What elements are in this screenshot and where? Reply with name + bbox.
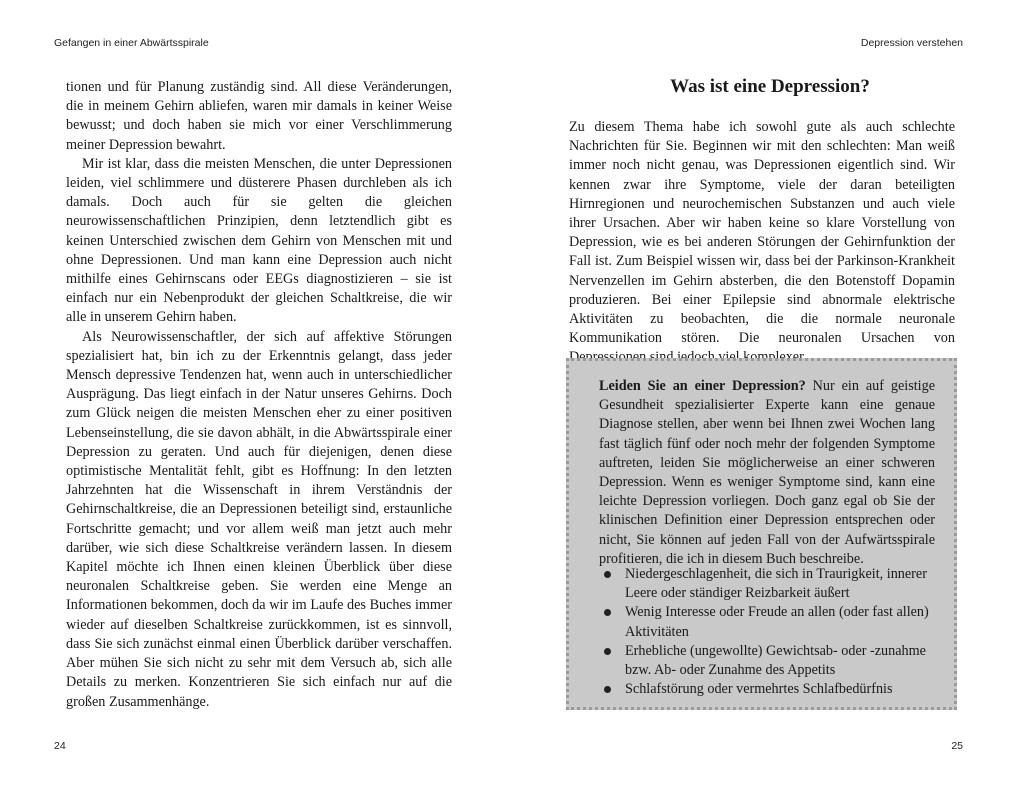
page-number-right: 25: [951, 740, 963, 752]
running-head-left: Gefangen in einer Abwärtsspirale: [54, 37, 209, 49]
list-item-text: Erhebliche (ungewollte) Gewichtsab- oder -zunahme bzw. Ab- oder Zunahme des Appetits: [625, 642, 926, 679]
symptom-list: [599, 565, 939, 699]
bullet-icon: [604, 609, 611, 616]
section-title: Was ist eine Depression?: [670, 76, 870, 97]
paragraph: tionen und für Planung zuständig sind. All diese Veränderungen, die in meinem Gehirn abliefen, waren mir damals in keiner Weise bewusst; und doch haben sie mich vor einer Verschlimmerung meiner Depression bewahrt.: [66, 79, 452, 153]
list-item-text: Niedergeschlagenheit, die sich in Traurigkeit, innerer Leere oder ständiger Reizbarkeit äußert: [625, 566, 927, 602]
running-head-right: Depression verstehen: [860, 37, 963, 49]
info-box-body: Nur ein auf geistige Gesundheit spezialisierter Experte kann eine genaue Diagnose stellen, aber wenn bei Ihnen zwei Wochen lang fast täglich fünf oder noch mehr der folgenden Symptome auftreten, leiden Sie möglicherweise an einer schweren Depression. Wenn es weniger Symptome sind, kann eine leichte Depression vorliegen. Doch ganz egal ob Sie der klinischen Definition einer Depression entsprechen oder nicht, Sie können auf jeden Fall von der Aufwärtsspirale profitieren, die ich in diesem Buch beschreibe.: [599, 378, 935, 567]
list-item: [599, 680, 939, 699]
bullet-icon: [604, 686, 611, 693]
right-page: [510, 0, 1020, 793]
list-item-text: Wenig Interesse oder Freude an allen (oder fast allen) Aktivitäten: [625, 604, 929, 640]
paragraph: Zu diesem Thema habe ich sowohl gute als auch schlechte Nachrichten für Sie. Beginnen wir mit den schlechten: Man weiß immer noch nicht genau, was Depressionen eigentlich sind. Wir kennen zwar ihre Symptome, viele der daran beteiligten Hirnregionen und neurochemischen Substanzen und auch viele ihrer Ursachen. Aber wir haben keine so klare Vorstellung von Depression, wie es bei anderen Störungen der Gehirnfunktion der Fall ist. Zum Beispiel wissen wir, dass bei der Parkinson-Krankheit Nervenzellen im Gehirn absterben, die den Botenstoff Dopamin produzieren. Bei einer Epilepsie sind abnormale elektrische Aktivitäten zu beobachten, die die normale neuronale Kommunikation stören. Die neuronalen Ursachen von: [569, 119, 955, 347]
list-item: [599, 642, 939, 680]
page-number-left: 24: [54, 740, 66, 752]
info-box-lead: Leiden Sie an einer Depression?: [599, 378, 806, 394]
info-box-text: [599, 377, 935, 569]
list-item: [599, 565, 939, 603]
paragraph: Mir ist klar, dass die meisten Menschen, die unter Depressionen leiden, viel schlimmere und düsterere Phasen durchleben als ich damals. Doch auch für sie gelten die gleichen neurowissenschaftlichen Prinzipien, denn letztendlich gibt es keinen Unterschied zwischen dem Gehirn von Menschen mit und ohne Depressionen. Und man kann eine Depression auch nicht mithilfe eines Gehirnscans oder EEGs diagnostizieren – sie ist einfach nur ein Nebenprodukt der gleichen Schaltkreise, die wir alle in unserem Gehirn haben.: [66, 155, 452, 326]
left-body-text: [66, 78, 452, 712]
list-item: [599, 603, 939, 641]
bullet-icon: [604, 648, 611, 655]
list-item-text: Schlafstörung oder vermehrtes Schlafbedürfnis: [625, 681, 893, 698]
bullet-icon: [604, 571, 611, 578]
info-box: [566, 358, 957, 710]
intro-text: [569, 118, 955, 368]
paragraph: Als Neurowissenschaftler, der sich auf affektive Störungen spezialisiert hat, bin ich zu der Erkenntnis gelangt, dass jeder Mensch depressive Tendenzen hat, wenn auch in unterschiedlicher Ausprägung. Das liegt einfach in der Natur unseres Gehirns. Doch zum Glück neigen die meisten Menschen eher zu einer positiven Lebenseinstellung, die sie davon abhält, in die Abwärtsspirale einer Depression zu geraten. Und auch für diejenigen, denen diese optimistische Mentalität fehlt, gibt es Hoffnung: In den letzten Jahrzehnten hat die Wissenschaft in ihrem Verständnis der Gehirnschaltkreise, die an Depressionen beteiligt sind, erstaunliche Fortschritte gemacht; und vor allem weiß man jetzt auch mehr darüber, wie sich diese Schaltkreise verändern lassen. In diesem Kapitel möchte ich Ihnen einen kleinen Überblick über diese neuronalen Schaltkreise geben. Sie werden eine Menge an Informationen bekommen, doch da wir im Laufe des Buches immer wieder auf dieselben Schaltkreise zurückkommen, ist es sinnvoll, dass Sie sich zunächst einmal einen Überblick darüber verschaffen. Aber mühen Sie sich nicht zu sehr mit dem Versuch ab, sich alle Details zu merken. Konzentrieren Sie sich einfach nur auf die großen Zusammenhänge.: [66, 328, 452, 710]
